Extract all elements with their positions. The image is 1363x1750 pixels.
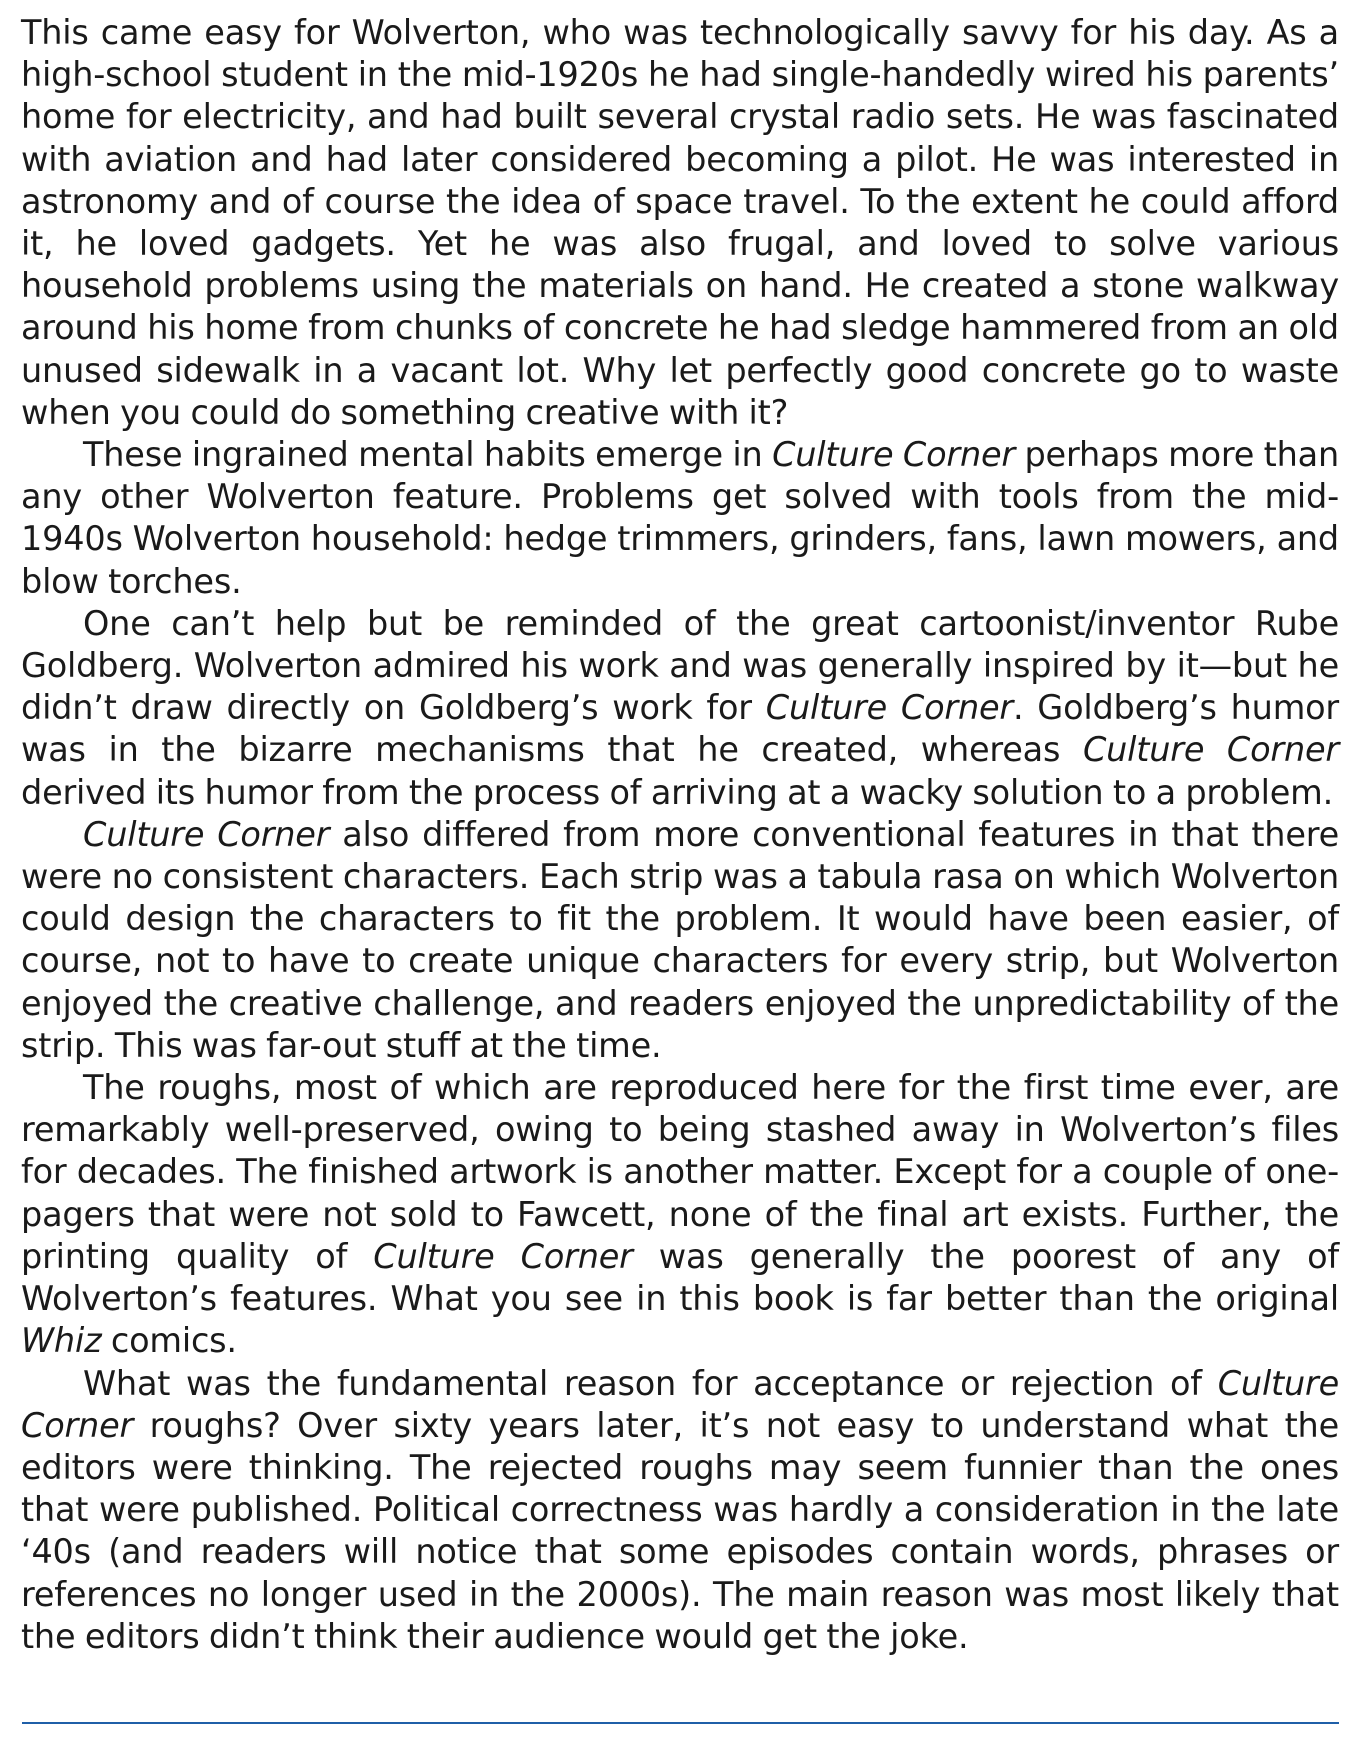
paragraph-text: The roughs, most of which are reproduced here for the first time ever, are remarkably well-preserved, owing to being stashed away in Wolverton’s files for decades. The finished artwork is another matter. Except for a couple of one-pagers that were not sold to Fawcett, none of the final art exists. Further, the printing quality of <box>21 1068 1339 1276</box>
italic-title-text: Culture Corner <box>765 688 1013 728</box>
paragraph-text: . Goldberg’s humor was in the bizarre mechanisms that he created, whereas <box>21 688 1339 770</box>
paragraph <box>21 1363 1339 1658</box>
paragraph <box>21 434 1339 603</box>
paragraph-text: also differed from more conventional features in that there were no consistent characters. Each strip was a tabula rasa on which Wolverton could design the characters to fit the problem. It would have been easier, of course, not to have to create unique characters for every strip, but Wolverton enjoyed the creative challenge, and readers enjoyed the unpredictability of the strip. This was far-out stuff at the time. <box>21 814 1339 1065</box>
paragraph-text: This came easy for Wolverton, who was technologically savvy for his day. As a high-school student in the mid-1920s he had single-handedly wired his parents’ home for electricity, and had built several crystal radio sets. He was fascinated with aviation and had later considered becoming a pilot. He was interested in astronomy and of course the idea of space travel. To the extent he could afford it, he loved gadgets. Yet he was also frugal, and loved to solve various household problems using the materials on hand. He created a stone walkway around his home from chunks of concrete he had sledge hammered from an old unused sidewalk in a vacant lot. Why let perfectly good concrete go to waste when you could do something creative with it? <box>21 13 1339 432</box>
italic-title-text: Culture Corner <box>21 1363 1339 1445</box>
article-body <box>21 12 1339 1658</box>
italic-title-text: Culture Corner <box>83 814 330 854</box>
paragraph-text: comics. <box>101 1321 237 1361</box>
paragraph-text: derived its humor from the process of arriving at a wacky solution to a problem. <box>21 772 1334 812</box>
paragraph-text: perhaps more than any other Wolverton feature. Problems get solved with tools from the mid-1940s Wolverton household: hedge trimmers, grinders, fans, lawn mowers, and blow torches. <box>21 435 1339 601</box>
paragraph <box>21 1067 1339 1362</box>
paragraph-text: These ingrained mental habits emerge in <box>83 435 773 475</box>
paragraph-text: What was the fundamental reason for acceptance or rejection of <box>83 1363 1218 1403</box>
paragraph-text: roughs? Over sixty years later, it’s not easy to understand what the editors were thinking. The rejected roughs may seem funnier than the ones that were published. Political correctness was hardly a consideration in the late ‘40s (and readers will notice that some episodes contain words, phrases or references no longer used in the 2000s). The main reason was most likely that the editors didn’t think their audience would get the joke. <box>21 1405 1339 1656</box>
paragraph-text: One can’t help but be reminded of the great cartoonist/inventor Rube Goldberg. Wolverton admired his work and was generally inspired by it—but he didn’t draw directly on Goldberg’s work for <box>21 603 1339 728</box>
italic-title-text: Whiz <box>21 1321 102 1361</box>
paragraph <box>21 603 1339 814</box>
paragraph-text: was generally the poorest of any of Wolverton’s features. What you see in this book is far better than the original <box>21 1236 1339 1319</box>
paragraph <box>21 12 1339 434</box>
italic-title-text: Culture Corner <box>1082 730 1340 770</box>
paragraph <box>21 814 1339 1067</box>
italic-title-text: Culture Corner <box>373 1236 633 1276</box>
italic-title-text: Culture Corner <box>772 435 1015 475</box>
footer-rule <box>22 1722 1339 1724</box>
